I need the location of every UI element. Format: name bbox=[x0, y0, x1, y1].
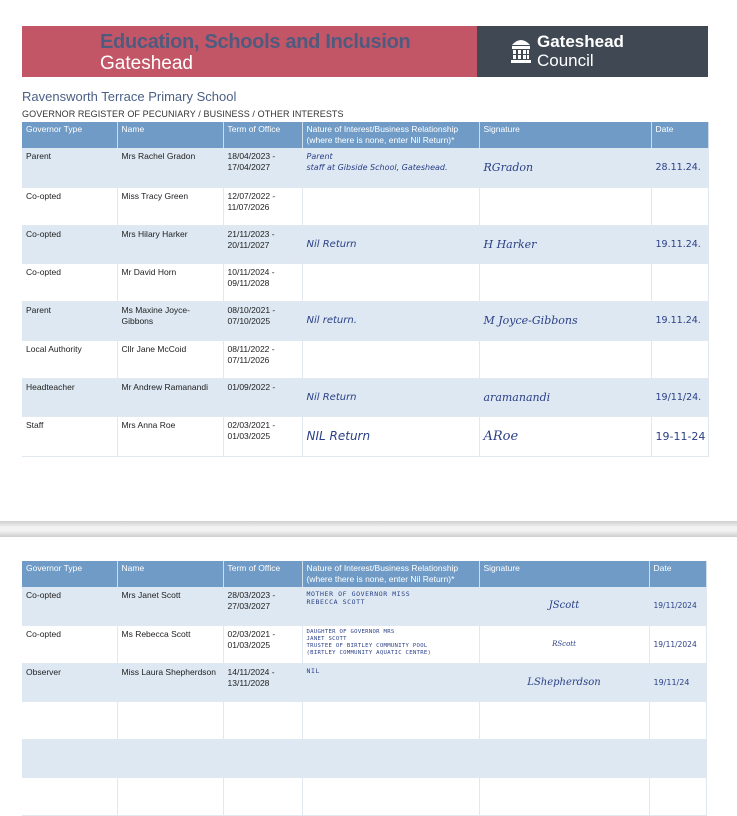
term-start: 02/03/2021 - bbox=[227, 628, 276, 639]
governor-name: Mrs Hilary Harker bbox=[117, 225, 223, 263]
interest-line: DAUGHTER OF GOVERNOR MRS bbox=[306, 628, 395, 635]
interest bbox=[302, 587, 479, 625]
table-header-row bbox=[22, 561, 706, 587]
governor-name: Mr David Horn bbox=[117, 263, 223, 301]
col-signature: Signature bbox=[479, 561, 649, 587]
header-banner bbox=[22, 26, 708, 77]
governor-name: Mrs Rachel Gradon bbox=[117, 148, 223, 187]
date: 19-11-24 bbox=[651, 416, 708, 456]
table-row bbox=[22, 739, 706, 777]
signature bbox=[479, 739, 649, 777]
governor-table-page-1 bbox=[22, 122, 709, 457]
signature: M Joyce-Gibbons bbox=[479, 301, 651, 340]
date bbox=[649, 777, 706, 815]
col-interest-note: (where there is none, enter Nil Return)* bbox=[306, 135, 455, 145]
department-subtitle: Gateshead bbox=[100, 53, 193, 74]
term-of-office bbox=[223, 587, 302, 625]
signature bbox=[479, 777, 649, 815]
governor-name: Miss Tracy Green bbox=[117, 187, 223, 225]
governor-type: Staff bbox=[22, 416, 117, 456]
table-row bbox=[22, 225, 708, 263]
register-title: GOVERNOR REGISTER OF PECUNIARY / BUSINESS / OTHER INTERESTS bbox=[22, 109, 344, 119]
signature: RGradon bbox=[479, 148, 651, 187]
date: 19.11.24. bbox=[651, 301, 708, 340]
council-banner bbox=[477, 26, 708, 77]
signature bbox=[479, 187, 651, 225]
governor-name: Mrs Anna Roe bbox=[117, 416, 223, 456]
date bbox=[651, 187, 708, 225]
col-name: Name bbox=[117, 122, 223, 148]
table-row bbox=[22, 663, 706, 701]
term-end: 27/03/2027 bbox=[227, 601, 271, 611]
interest bbox=[302, 663, 479, 701]
governor-type: Parent bbox=[22, 301, 117, 340]
governor-name: Mr Andrew Ramanandi bbox=[117, 378, 223, 416]
col-signature: Signature bbox=[479, 122, 651, 148]
term-end: 07/11/2026 bbox=[227, 354, 270, 365]
term-start: 21/11/2023 - bbox=[227, 228, 275, 239]
table-row bbox=[22, 148, 708, 187]
term-of-office bbox=[223, 225, 302, 263]
term-start: 14/11/2024 - bbox=[227, 666, 275, 677]
date bbox=[651, 263, 708, 301]
col-name: Name bbox=[117, 561, 223, 587]
table-row bbox=[22, 187, 708, 225]
governor-type: Co-opted bbox=[22, 187, 117, 225]
col-interest bbox=[302, 561, 479, 587]
governor-type: Parent bbox=[22, 148, 117, 187]
signature: RScott bbox=[479, 625, 649, 663]
interest bbox=[302, 625, 479, 663]
interest-line: staff at Gibside School, Gateshead. bbox=[306, 163, 448, 172]
term-of-office bbox=[223, 625, 302, 663]
table-row bbox=[22, 263, 708, 301]
register-page-2 bbox=[0, 537, 737, 796]
term-end: 01/03/2025 bbox=[227, 430, 271, 441]
col-term: Term of Office bbox=[223, 561, 302, 587]
table-row bbox=[22, 301, 708, 340]
department-title: Education, Schools and Inclusion bbox=[100, 31, 411, 53]
term-end: 13/11/2028 bbox=[227, 677, 270, 688]
table-row bbox=[22, 378, 708, 416]
table-row bbox=[22, 625, 706, 663]
term-start: 08/11/2022 - bbox=[227, 343, 275, 354]
col-interest-label: Nature of Interest/Business Relationship bbox=[306, 124, 459, 134]
col-interest bbox=[302, 122, 479, 148]
governor-name: Mrs Janet Scott bbox=[117, 587, 223, 625]
date: 19.11.24. bbox=[651, 225, 708, 263]
interest: Nil return. bbox=[302, 301, 479, 340]
governor-name: Cllr Jane McCoid bbox=[117, 340, 223, 378]
term-start: 08/10/2021 - bbox=[227, 304, 276, 315]
interest-line: TRUSTEE OF BIRTLEY COMMUNITY POOL bbox=[306, 642, 428, 649]
signature bbox=[479, 701, 649, 739]
governor-type bbox=[22, 701, 117, 739]
school-name: Ravensworth Terrace Primary School bbox=[22, 89, 237, 104]
date bbox=[651, 340, 708, 378]
interest-line: NIL bbox=[306, 666, 321, 675]
col-interest-label: Nature of Interest/Business Relationship bbox=[306, 563, 459, 573]
term-of-office bbox=[223, 777, 302, 815]
governor-type: Co-opted bbox=[22, 263, 117, 301]
date: 28.11.24. bbox=[651, 148, 708, 187]
interest bbox=[302, 148, 479, 187]
page-separator bbox=[0, 521, 737, 537]
term-start: 12/07/2022 - bbox=[227, 190, 276, 201]
term-end: 11/07/2026 bbox=[227, 201, 270, 212]
col-governor-type: Governor Type bbox=[22, 122, 117, 148]
term-end: 09/11/2028 bbox=[227, 277, 270, 288]
signature: LShepherdson bbox=[479, 663, 649, 701]
interest-line: (BIRTLEY COMMUNITY AQUATIC CENTRE) bbox=[306, 649, 432, 656]
signature: ARoe bbox=[479, 416, 651, 456]
governor-name: Ms Maxine Joyce-Gibbons bbox=[117, 301, 223, 340]
term-end: 17/04/2027 bbox=[227, 162, 271, 172]
council-name: Gateshead bbox=[537, 32, 624, 51]
date: 19/11/2024 bbox=[649, 625, 706, 663]
term-end: 01/03/2025 bbox=[227, 639, 271, 650]
term-start: 02/03/2021 - bbox=[227, 419, 276, 430]
interest-line: Parent bbox=[306, 152, 333, 161]
governor-type: Co-opted bbox=[22, 225, 117, 263]
interest: Nil Return bbox=[302, 378, 479, 416]
col-term: Term of Office bbox=[223, 122, 302, 148]
term-of-office bbox=[223, 378, 302, 416]
term-of-office bbox=[223, 263, 302, 301]
interest bbox=[302, 263, 479, 301]
term-of-office bbox=[223, 187, 302, 225]
interest bbox=[302, 739, 479, 777]
interest bbox=[302, 340, 479, 378]
term-of-office bbox=[223, 340, 302, 378]
interest: NIL Return bbox=[302, 416, 479, 456]
date: 19/11/24 bbox=[649, 663, 706, 701]
col-date: Date bbox=[651, 122, 708, 148]
governor-type: Co-opted bbox=[22, 625, 117, 663]
governor-type bbox=[22, 739, 117, 777]
date: 19/11/24. bbox=[651, 378, 708, 416]
table-header-row bbox=[22, 122, 708, 148]
building-icon bbox=[510, 35, 532, 65]
term-of-office bbox=[223, 148, 302, 187]
governor-name: Ms Rebecca Scott bbox=[117, 625, 223, 663]
governor-type: Co-opted bbox=[22, 587, 117, 625]
table-row bbox=[22, 340, 708, 378]
term-of-office bbox=[223, 301, 302, 340]
date bbox=[649, 739, 706, 777]
term-of-office bbox=[223, 701, 302, 739]
council-label: Council bbox=[537, 51, 594, 70]
governor-name bbox=[117, 701, 223, 739]
interest bbox=[302, 187, 479, 225]
table-row bbox=[22, 416, 708, 456]
interest-line: MOTHER OF GOVERNOR MISS bbox=[306, 590, 411, 598]
signature: aramanandi bbox=[479, 378, 651, 416]
col-date: Date bbox=[649, 561, 706, 587]
governor-name: Miss Laura Shepherdson bbox=[117, 663, 223, 701]
date: 19/11/2024 bbox=[649, 587, 706, 625]
term-start: 18/04/2023 - bbox=[227, 151, 276, 161]
signature bbox=[479, 263, 651, 301]
signature: H Harker bbox=[479, 225, 651, 263]
interest bbox=[302, 777, 479, 815]
interest-line: REBECCA SCOTT bbox=[306, 598, 366, 606]
table-row bbox=[22, 701, 706, 739]
term-start: 01/09/2022 - bbox=[227, 381, 276, 392]
governor-type: Local Authority bbox=[22, 340, 117, 378]
governor-table-page-2 bbox=[22, 561, 707, 816]
signature: JScott bbox=[479, 587, 649, 625]
governor-type bbox=[22, 777, 117, 815]
term-start: 10/11/2024 - bbox=[227, 266, 275, 277]
col-governor-type: Governor Type bbox=[22, 561, 117, 587]
term-of-office bbox=[223, 416, 302, 456]
term-end: 20/11/2027 bbox=[227, 239, 270, 250]
term-of-office bbox=[223, 739, 302, 777]
term-start: 28/03/2023 - bbox=[227, 590, 276, 600]
signature bbox=[479, 340, 651, 378]
governor-type: Observer bbox=[22, 663, 117, 701]
interest-line: JANET SCOTT bbox=[306, 635, 347, 642]
interest bbox=[302, 701, 479, 739]
governor-name bbox=[117, 739, 223, 777]
governor-name bbox=[117, 777, 223, 815]
governor-type: Headteacher bbox=[22, 378, 117, 416]
table-row bbox=[22, 777, 706, 815]
department-banner bbox=[22, 26, 477, 77]
date bbox=[649, 701, 706, 739]
col-interest-note: (where there is none, enter Nil Return)* bbox=[306, 574, 455, 584]
term-of-office bbox=[223, 663, 302, 701]
interest: Nil Return bbox=[302, 225, 479, 263]
table-row bbox=[22, 587, 706, 625]
term-end: 07/10/2025 bbox=[227, 315, 271, 326]
